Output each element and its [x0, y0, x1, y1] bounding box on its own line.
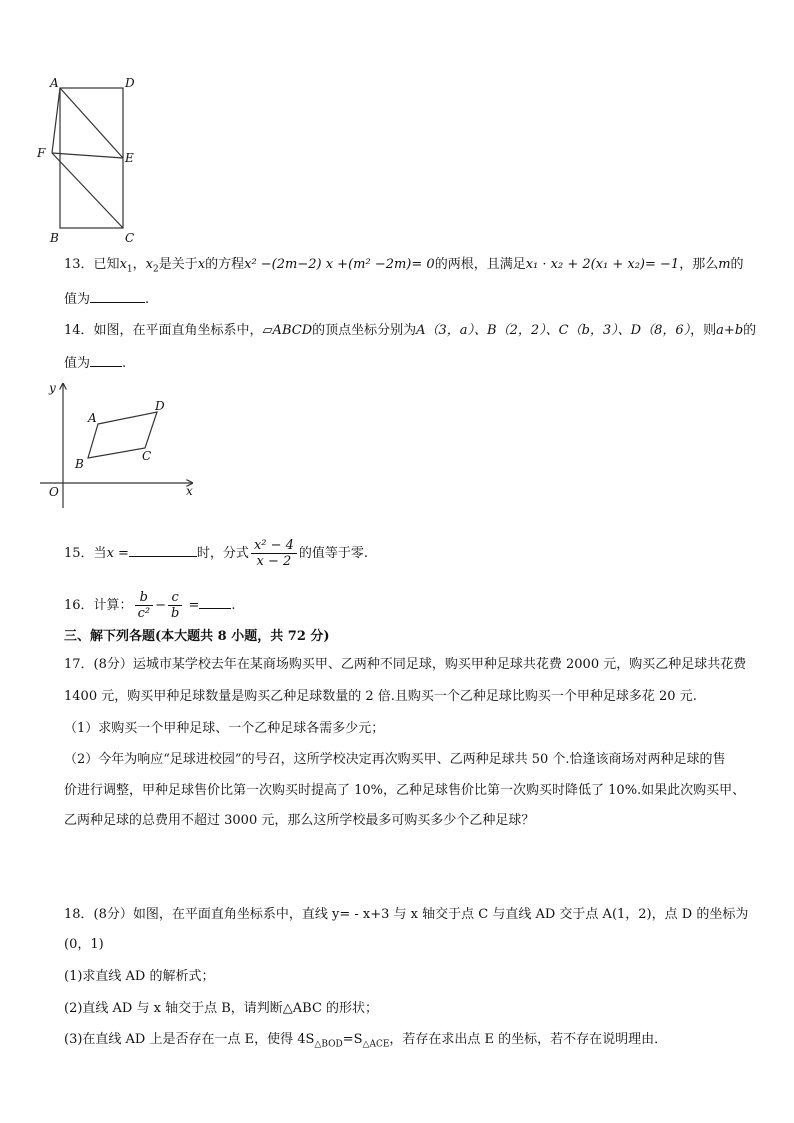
comma: ， — [132, 257, 146, 272]
var-x: x — [145, 257, 153, 272]
rectangle-abcd — [60, 88, 123, 228]
var-m: m — [718, 257, 731, 272]
q15-text: 时，分式 — [196, 546, 249, 561]
segment-af — [52, 88, 60, 153]
label-c: C — [142, 449, 152, 463]
section-title: 三、解下列各题(本大题共 8 小题，共 72 分) — [64, 629, 330, 644]
subscript-ace: △ACE — [362, 1039, 390, 1050]
q13-text: 已知 — [93, 257, 120, 272]
equals-sign: = — [188, 598, 200, 613]
rectangle-figure — [30, 70, 150, 250]
question-18-line1: 18．(8分）如图，在平面直角坐标系中，直线 y= - x+3 与 x 轴交于点 C 与直线 AD 交于点 A(1，2)，点 D 的坐标为 — [64, 907, 749, 922]
numerator: c — [168, 590, 182, 606]
question-17-line1: 17．(8分）运城市某学校去年在某商场购买甲、乙两种不同足球，购买甲种足球共花费 2000 元，购买乙种足球共花费 — [64, 657, 747, 672]
label-d: D — [125, 76, 135, 90]
q15-text: 的值等于零. — [298, 546, 369, 561]
question-18-part1: (1)求直线 AD 的解析式； — [64, 969, 215, 984]
question-number: 14． — [64, 323, 94, 338]
question-15 — [64, 538, 368, 569]
q13-text: 的两根，且满足 — [434, 257, 526, 272]
var-x: x — [119, 257, 127, 272]
q14-text: 的 — [743, 323, 757, 338]
denominator: x − 2 — [256, 554, 292, 569]
parallelogram-label: ▱ABCD — [262, 323, 313, 338]
label-a: A — [88, 411, 97, 425]
answer-blank[interactable] — [199, 596, 231, 609]
answer-blank[interactable] — [90, 354, 122, 367]
label-b: B — [50, 231, 59, 245]
var-x: x = — [106, 546, 129, 561]
q15-text: 当 — [93, 546, 107, 561]
question-17-part2-line2: 价进行调整，甲种足球售价比第一次购买时提高了 10%，乙种足球售价比第一次购买时降低了 10%.如果此次购买甲、 — [64, 783, 746, 798]
label-c: C — [125, 231, 135, 245]
numerator: b — [135, 590, 154, 606]
equation-2: x₁ · x₂ + 2(x₁ + x₂)= −1 — [525, 257, 680, 272]
q18-text: (3)在直线 AD 上是否存在一点 E，使得 4S — [64, 1032, 315, 1047]
fraction-2 — [168, 590, 182, 621]
label-y: y — [49, 381, 56, 395]
answer-blank[interactable] — [90, 290, 145, 303]
fraction-1 — [135, 590, 154, 621]
equation-1: x² −(2m−2) x +(m² −2m)= 0 — [244, 257, 435, 272]
question-18-line2: (0，1) — [64, 937, 104, 952]
answer-blank[interactable] — [129, 544, 197, 557]
question-18-part3 — [64, 1031, 667, 1054]
question-number: 15． — [64, 546, 94, 561]
question-17-part2-line3: 乙两种足球的总费用不超过 3000 元，那么这所学校最多可购买多少个乙种足球？ — [64, 813, 535, 828]
q14-text: ，则 — [690, 323, 717, 338]
var-x: x — [197, 257, 206, 272]
q14-text: 如图，在平面直角坐标系中， — [93, 323, 263, 338]
label-o: O — [49, 485, 59, 499]
denominator: c² — [137, 606, 151, 621]
segment-fe — [52, 153, 123, 158]
question-16: 16．计算： $\frac{b}{\text{c²}}$ − $\frac{c}{b}$ = . — [64, 590, 236, 621]
coordinates: A（3，a）、B（2，2）、C（b，3）、D（8，6） — [416, 323, 691, 338]
q18-text: ，若存在求出点 E 的坐标，若不存在说明理由． — [389, 1032, 668, 1047]
question-17-part2-line1: （2）今年为响应“足球进校园”的号召，这所学校决定再次购买甲、乙两种足球共 50 个.恰逢该商场对两种足球的售 — [64, 752, 726, 767]
question-13-line2: 值为 . — [64, 292, 150, 307]
question-number: 13． — [64, 257, 94, 272]
question-17-part1: （1）求购买一个甲种足球、一个乙种足球各需多少元； — [64, 721, 385, 736]
question-14-line1 — [64, 322, 756, 340]
q13-text: 的方程 — [205, 257, 245, 272]
minus-sign: − — [155, 598, 166, 613]
label-b: B — [75, 457, 84, 471]
question-number: 16． — [64, 598, 94, 613]
sub-1: 1 — [126, 264, 133, 275]
q13-answer-label: 值为 — [64, 292, 91, 307]
question-17-line2: 1400 元，购买甲种足球数量是购买乙种足球数量的 2 倍.且购买一个乙种足球比购买一个甲种足球多花 20 元. — [64, 689, 697, 704]
q16-text: 计算： — [93, 598, 133, 613]
question-13-line1 — [64, 256, 744, 279]
label-e: E — [125, 151, 134, 165]
q14-text: 的顶点坐标分别为 — [312, 323, 417, 338]
coordinate-figure — [30, 378, 210, 518]
label-d: D — [155, 399, 165, 413]
q13-text: 的 — [730, 257, 744, 272]
question-14-line2: 值为 . — [64, 356, 127, 371]
fraction — [251, 538, 297, 569]
question-18-part2: (2)直线 AD 与 x 轴交于点 B，请判断△ABC 的形状； — [64, 1001, 379, 1016]
q18-text: =S — [342, 1032, 363, 1047]
segment-fc — [52, 153, 123, 228]
subscript-bod: △BOD — [314, 1039, 343, 1050]
q13-text: 是关于 — [158, 257, 198, 272]
q13-text: ，那么 — [679, 257, 719, 272]
segment-ae — [60, 88, 123, 158]
label-f: F — [37, 146, 46, 160]
numerator: x² − 4 — [251, 538, 297, 554]
label-a: A — [50, 76, 59, 90]
q14-answer-label: 值为 — [64, 356, 91, 371]
denominator: b — [170, 606, 180, 621]
expression: a+b — [716, 323, 744, 338]
label-x: x — [186, 484, 193, 498]
sub-2: 2 — [153, 264, 159, 275]
